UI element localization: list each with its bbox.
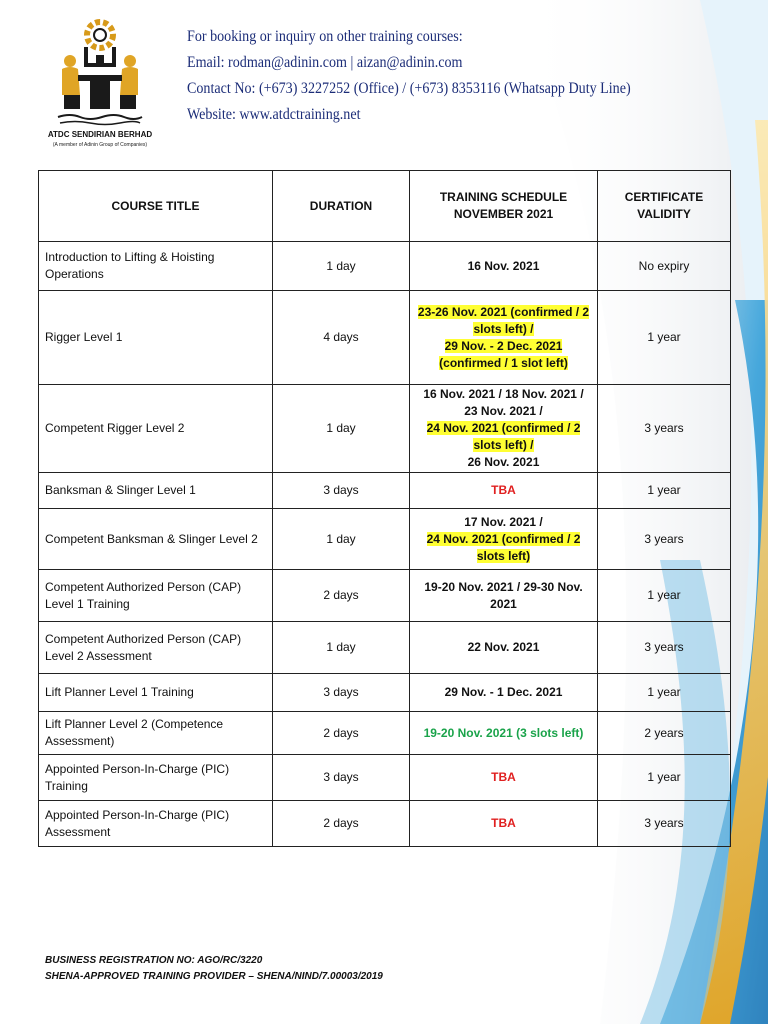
course-title-cell: Lift Planner Level 1 Training — [39, 674, 273, 712]
validity-cell: No expiry — [598, 242, 731, 291]
duration-cell: 1 day — [273, 622, 410, 674]
contact-intro: For booking or inquiry on other training courses: — [187, 28, 463, 45]
logo-company-name: ATDC SENDIRIAN BERHAD — [47, 130, 153, 139]
duration-cell: 3 days — [273, 473, 410, 509]
contact-info — [187, 24, 631, 128]
course-title-cell: Competent Authorized Person (CAP) Level 1 Training — [39, 570, 273, 622]
header-schedule-line1: TRAINING SCHEDULE — [439, 190, 568, 204]
schedule-cell — [410, 712, 598, 755]
schedule-cell — [410, 674, 598, 712]
table-header-row — [39, 171, 731, 242]
course-title-cell: Competent Rigger Level 2 — [39, 385, 273, 473]
table-row — [39, 473, 731, 509]
duration-cell: 1 day — [273, 242, 410, 291]
header-course-title: COURSE TITLE — [39, 171, 273, 242]
course-title-cell: Competent Authorized Person (CAP) Level 2 Assessment — [39, 622, 273, 674]
validity-cell: 1 year — [598, 291, 731, 385]
header-validity-line2: VALIDITY — [637, 207, 691, 221]
schedule-text: 29 Nov. - 1 Dec. 2021 — [444, 685, 563, 699]
logo-tagline: (A member of Adinin Group of Companies) — [52, 142, 148, 148]
schedule-text: 29 Nov. - 2 Dec. 2021 (confirmed / 1 slot left) — [439, 338, 568, 370]
schedule-cell — [410, 509, 598, 570]
schedule-text: 26 Nov. 2021 — [467, 455, 540, 469]
schedule-text: TBA — [491, 770, 516, 784]
atdc-emblem-icon — [50, 17, 150, 129]
validity-cell: 1 year — [598, 473, 731, 509]
validity-cell: 1 year — [598, 755, 731, 801]
shena-approval-line: SHENA-APPROVED TRAINING PROVIDER – SHENA/NIND/7.00003/2019 — [45, 971, 383, 982]
validity-cell: 3 years — [598, 509, 731, 570]
duration-cell: 1 day — [273, 385, 410, 473]
table-row — [39, 242, 731, 291]
schedule-cell — [410, 801, 598, 847]
course-title-cell: Appointed Person-In-Charge (PIC) Assessment — [39, 801, 273, 847]
footer-registration — [45, 953, 383, 985]
duration-cell: 3 days — [273, 674, 410, 712]
contact-website[interactable]: Website: www.atdctraining.net — [187, 106, 361, 123]
validity-cell: 3 years — [598, 801, 731, 847]
validity-cell: 1 year — [598, 674, 731, 712]
schedule-text: 23-26 Nov. 2021 (confirmed / 2 slots left) / — [417, 304, 590, 336]
course-title-cell: Appointed Person-In-Charge (PIC) Training — [39, 755, 273, 801]
header-validity-line1: CERTIFICATE — [624, 190, 704, 204]
schedule-cell — [410, 291, 598, 385]
table-row — [39, 801, 731, 847]
duration-cell: 1 day — [273, 509, 410, 570]
business-registration-no: BUSINESS REGISTRATION NO: AGO/RC/3220 — [45, 955, 263, 966]
duration-cell: 2 days — [273, 570, 410, 622]
contact-email[interactable]: Email: rodman@adinin.com | aizan@adinin.com — [187, 54, 463, 71]
schedule-text: 19-20 Nov. 2021 / 29-30 Nov. 2021 — [424, 579, 583, 611]
schedule-cell — [410, 385, 598, 473]
header-schedule-line2: NOVEMBER 2021 — [453, 207, 554, 221]
validity-cell: 3 years — [598, 622, 731, 674]
contact-phone: Contact No: (+673) 3227252 (Office) / (+673) 8353116 (Whatsapp Duty Line) — [187, 80, 631, 97]
table-row — [39, 622, 731, 674]
course-title-cell: Competent Banksman & Slinger Level 2 — [39, 509, 273, 570]
table-row — [39, 674, 731, 712]
schedule-cell — [410, 755, 598, 801]
schedule-text: 24 Nov. 2021 (confirmed / 2 slots left) / — [426, 421, 581, 452]
course-title-cell: Lift Planner Level 2 (Competence Assessment) — [39, 712, 273, 755]
schedule-text: 17 Nov. 2021 / — [464, 514, 543, 529]
schedule-cell — [410, 570, 598, 622]
table-row — [39, 712, 731, 755]
schedule-text: TBA — [491, 483, 516, 497]
schedule-cell — [410, 622, 598, 674]
header-training-schedule — [410, 171, 598, 242]
validity-cell: 2 years — [598, 712, 731, 755]
schedule-text: 16 Nov. 2021 — [467, 258, 540, 273]
table-row — [39, 570, 731, 622]
course-title-cell: Rigger Level 1 — [39, 291, 273, 385]
schedule-text: 22 Nov. 2021 — [467, 640, 540, 654]
table-row — [39, 385, 731, 473]
duration-cell: 4 days — [273, 291, 410, 385]
schedule-text: 19-20 Nov. 2021 (3 slots left) — [423, 725, 584, 740]
table-row — [39, 509, 731, 570]
header-duration: DURATION — [273, 171, 410, 242]
table-row — [39, 755, 731, 801]
table-row — [39, 291, 731, 385]
duration-cell: 2 days — [273, 712, 410, 755]
course-title-cell: Banksman & Slinger Level 1 — [39, 473, 273, 509]
validity-cell: 3 years — [598, 385, 731, 473]
training-schedule-table — [38, 170, 731, 847]
schedule-cell — [410, 242, 598, 291]
company-logo — [33, 17, 167, 153]
duration-cell: 3 days — [273, 755, 410, 801]
duration-cell: 2 days — [273, 801, 410, 847]
header-certificate-validity — [598, 171, 731, 242]
schedule-text: TBA — [491, 816, 516, 830]
validity-cell: 1 year — [598, 570, 731, 622]
schedule-text: 24 Nov. 2021 (confirmed / 2 slots left) — [426, 531, 581, 563]
schedule-cell — [410, 473, 598, 509]
schedule-text: 16 Nov. 2021 / 18 Nov. 2021 / 23 Nov. 2021 / — [423, 387, 584, 418]
course-title-cell: Introduction to Lifting & Hoisting Operations — [39, 242, 273, 291]
